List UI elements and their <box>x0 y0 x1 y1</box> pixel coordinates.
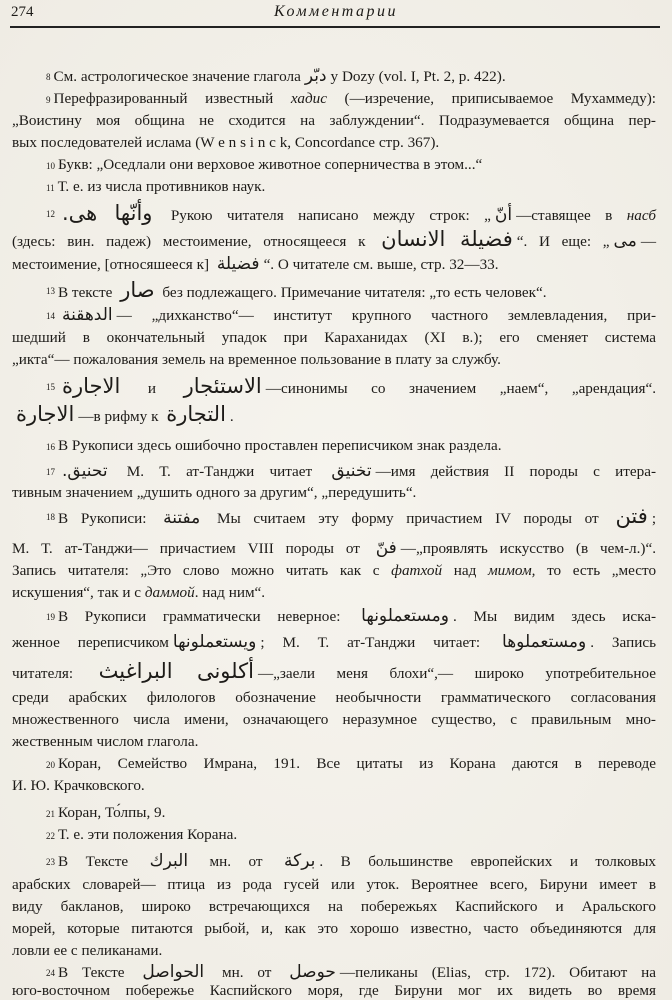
arabic-word: ويستعملونها <box>172 632 257 652</box>
footnote-number: 17 <box>46 467 55 477</box>
arabic-word: مى <box>613 231 637 251</box>
footnote-number: 24 <box>46 968 55 978</box>
note-9-line-3: вых последователей ислама (W e n s i n c k, Concordance стр. 367). <box>12 134 440 151</box>
arabic-word: فضيلة <box>216 254 260 274</box>
footnote-number: 18 <box>46 512 55 522</box>
note-23-line-2: арабских словарей— птица из рода гусей или уток. Вероятнее всего, Бируни имеет в <box>12 876 656 893</box>
footnote-number: 19 <box>46 612 55 622</box>
note-23-line-1: $^{23}$ В Тексте البرك мн. от بركة . В большинстве европейских и толковых <box>46 851 657 871</box>
running-head: Комментарии <box>273 3 399 20</box>
note-24-line-2: юго-восточном побережье Каспийского моря, где Бируни мог их видеть во время <box>12 982 656 999</box>
footnote-number: 14 <box>46 311 55 321</box>
note-8-line-1: $^8$ См. астрологическое значение глагола دبّر у Dozy (vol. I, Pt. 2, p. 422). <box>46 66 506 86</box>
arabic-word: الاجارة <box>16 402 75 426</box>
note-19-line-1: $^{19}$ В Рукописи грамматически неверное: ومستعملونها . Мы видим здесь иска- <box>46 606 657 626</box>
note-15-line-2: الاجارة —в рифму к التجارة . <box>16 402 234 426</box>
note-18-line-2: М. Т. ат-Танджи— причастием VIII породы от فنّ —„проявлять искусство (в чем-л.)“. <box>12 538 656 558</box>
note-13-line-1: $^{13}$ В тексте صار без подлежащего. Примечание читателя: „то есть человек“. <box>46 278 547 302</box>
arabic-word: الاستئجار <box>183 374 262 398</box>
arabic-word: أكلونى البراغيث <box>98 659 254 683</box>
note-18-line-1: $^{18}$ В Рукописи: مفتنة Мы считаем эту форму причастием IV породы от فتن ; <box>46 504 657 528</box>
note-17-line-2: тивным значением „душить одного за другим“, „передушить“. <box>12 484 417 501</box>
note-23-line-4: морей, которые питаются рыбой, и, как это хорошо известно, часто объединяются для <box>12 920 656 937</box>
footnote-number: 23 <box>46 857 55 867</box>
arabic-word: البرك <box>149 851 189 871</box>
note-16-line-1: $^{16}$ В Рукописи здесь ошибочно проставлен переписчиком знак раздела. <box>46 437 502 454</box>
note-10-line-1: $^{10}$ Букв: „Оседлали они верховое животное соперничества в этом...“ <box>46 156 483 173</box>
arabic-word: الحواصل <box>142 962 205 982</box>
arabic-word: أنّ <box>494 205 513 225</box>
arabic-word: تحنيق. <box>62 461 108 481</box>
arabic-word: تخنيق <box>331 461 372 481</box>
note-23-line-5: ловли ее с пеликанами. <box>12 942 163 959</box>
note-24-line-1: $^{24}$ В Тексте الحواصل мн. от حوصل —пеликаны (Elias, стр. 172). Обитают на <box>46 962 656 982</box>
note-19-line-5: множественного числа имени, означающего неразумное существо, с правильным мно- <box>12 711 656 728</box>
footnote-number: 20 <box>46 760 55 770</box>
arabic-word: ومستعملوها <box>502 632 587 652</box>
footnote-number: 8 <box>46 72 51 82</box>
arabic-word: حوصل <box>289 962 336 982</box>
note-14-line-1: $^{14}$ الدهقنة — „дихканство“— институт крупного частного землевладения, при- <box>46 305 656 325</box>
note-20-line-2: И. Ю. Крачковского. <box>12 777 145 794</box>
header-rule <box>10 26 660 28</box>
footnote-number: 22 <box>46 831 55 841</box>
note-12-line-1: $^{12}$ وأنّها هى. Рукою читателя написано между строк: „ أنّ —ставящее в насб <box>46 201 657 225</box>
note-18-line-3: Запись читателя: „Это слово можно читать как с фатхой над мимом, то есть „место <box>12 562 657 579</box>
footnote-number: 15 <box>46 382 55 392</box>
page-number: 274 <box>11 4 34 20</box>
note-23-line-3: виду бакланов, широко встречающихся на побережьях Каспийского и Аральского <box>12 898 656 915</box>
note-12-line-3: местоимение, [относяшееся к] فضيلة “. О читателе см. выше, стр. 32—33. <box>12 254 499 274</box>
note-19-line-3: читателя: أكلونى البراغيث —„заели меня блохи“,— широко употребительное <box>12 659 657 683</box>
footnote-number: 10 <box>46 161 55 171</box>
note-9-line-2: „Воистину моя община не сходится на заблуждении“. Подразумевается община пер- <box>12 112 656 129</box>
footnote-number: 11 <box>46 183 55 193</box>
arabic-word: الاجارة <box>62 374 121 398</box>
note-14-line-3: „икта“— пожалования земель на временное пользование в плату за службу. <box>12 351 501 368</box>
note-18-line-4: искушения“, так и с даммой. над ним“. <box>12 584 266 601</box>
arabic-word: فضيلة الانسان <box>381 227 513 251</box>
arabic-word: صار <box>120 278 155 302</box>
note-22-line-1: $^{22}$ Т. е. эти положения Корана. <box>46 826 238 843</box>
note-14-line-2: шедший в окончательный упадок при Караханидах (XI в.); его сменяет система <box>12 329 656 346</box>
note-11-line-1: $^{11}$ Т. е. из числа противников наук. <box>46 178 266 195</box>
arabic-word: فنّ <box>375 538 397 558</box>
footnote-number: 16 <box>46 442 55 452</box>
note-20-line-1: $^{20}$ Коран, Семейство Имрана, 191. Все цитаты из Корана даются в переводе <box>46 755 656 772</box>
footnote-number: 21 <box>46 809 55 819</box>
note-17-line-1: $^{17}$ تحنيق. М. Т. ат-Танджи читает تخنيق —имя действия II породы с итера- <box>46 461 657 481</box>
note-15-line-1: $^{15}$ الاجارة и الاستئجار —синонимы со значением „наем“, „арендация“. <box>46 374 657 398</box>
arabic-word: بركة <box>284 851 316 871</box>
arabic-word: وأنّها هى. <box>62 201 153 225</box>
arabic-word: الدهقنة <box>62 305 113 325</box>
note-19-line-4: среди арабских филологов обозначение необычности грамматического согласования <box>12 689 656 706</box>
note-12-line-2: (здесь: вин. падеж) местоимение, относящееся к فضيلة الانسان “. И еще: „ مى — <box>12 227 656 251</box>
note-21-line-1: $^{21}$ Коран, То́лпы, 9. <box>46 804 166 821</box>
footnote-number: 13 <box>46 286 55 296</box>
note-19-line-2: женное переписчиком ويستعملونها ; М. Т. ат-Танджи читает: ومستعملوها . Запись <box>12 632 656 652</box>
arabic-word: فتن <box>615 504 648 528</box>
arabic-word: دبّر <box>304 66 327 86</box>
arabic-word: التجارة <box>166 402 226 426</box>
note-19-line-6: жественным числом глагола. <box>12 733 199 750</box>
footnote-number: 9 <box>46 95 51 105</box>
arabic-word: مفتنة <box>163 508 201 528</box>
arabic-word: ومستعملونها <box>361 606 449 626</box>
footnote-number: 12 <box>46 209 55 219</box>
note-9-line-1: $^9$ Перефразированный известный хадис (—изречение, приписываемое Мухаммеду): <box>46 90 656 107</box>
